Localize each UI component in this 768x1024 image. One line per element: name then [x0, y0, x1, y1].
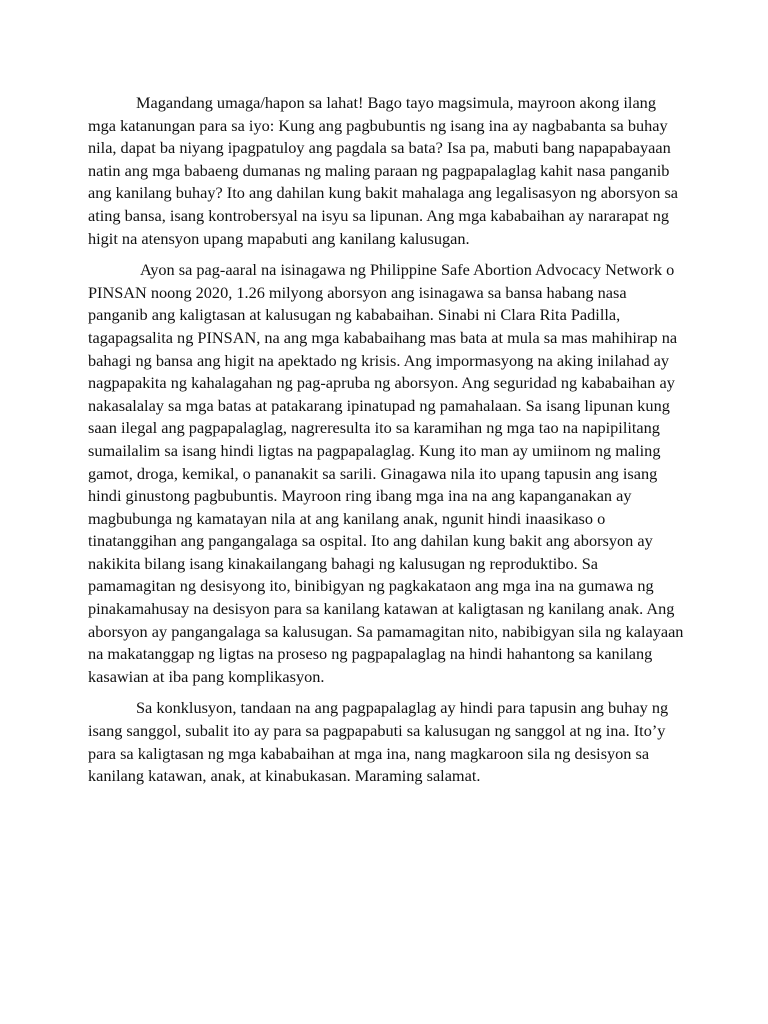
- document-body: [88, 92, 688, 797]
- paragraph-intro: Magandang umaga/hapon sa lahat! Bago tayo magsimula, mayroon akong ilang mga katanungan para sa iyo: Kung ang pagbubuntis ng isang ina ay nagbabanta sa buhay nila, dapat ba niyang ipagpatuloy ang pagdala sa bata? Isa pa, mabuti bang napapabayaan natin ang mga babaeng dumanas ng maling paraan ng pagpapalaglag kahit nasa panganib ang kanilang buhay? Ito ang dahilan kung bakit mahalaga ang legalisasyon ng aborsyon sa ating bansa, isang kontrobersyal na isyu sa lipunan. Ang mga kababaihan ay nararapat ng higit na atensyon upang mapabuti ang kanilang kalusugan.: [88, 93, 679, 248]
- paragraph-body: Ayon sa pag-aaral na isinagawa ng Philippine Safe Abortion Advocacy Network o PINSAN noong 2020, 1.26 milyong aborsyon ang isinagawa sa bansa habang nasa panganib ang kaligtasan at kalusugan ng kababaihan. Sinabi ni Clara Rita Padilla, tagapagsalita ng PINSAN, na ang mga kababaihang mas bata at mula sa mas mahihirap na bahagi ng bansa ang higit na apektado ng krisis. Ang impormasyong na aking inilahad ay nagpapakita ng kahalagahan ng pag-apruba ng aborsyon. Ang seguridad ng kababaihan ay nakasalalay sa mga batas at patakarang ipinatupad ng pamahalaan. Sa isang lipunan kung saan ilegal ang pagpapalaglag, nagreresulta ito sa karamihan ng mga tao na napipilitang sumailalim sa isang hindi ligtas na pagpapalaglag. Kung ito man ay umiinom ng maling gamot, droga, kemikal, o pananakit sa sarili. Ginagawa nila ito upang tapusin ang isang hindi ginustong pagbubuntis. Mayroon ring ibang mga ina na ang kapanganakan ay magbubunga ng kamatayan nila at ang kanilang anak, ngunit hindi inaasikaso o tinatanggihan ang pangangalaga sa ospital. Ito ang dahilan kung bakit ang aborsyon ay nakikita bilang isang kinakailangang bahagi ng kalusugan ng reproduktibo. Sa pamamagitan ng desisyong ito, binibigyan ng pagkakataon ang mga ina na gumawa ng pinakamahusay na desisyon para sa kanilang katawan at kaligtasan ng kanilang anak. Ang aborsyon ay pangangalaga sa kalusugan. Sa pamamagitan nito, nabibigyan sila ng kalayaan na makatanggap ng ligtas na proseso ng pagpapalaglag na hindi hahantong sa kanilang kasawian at iba pang komplikasyon.: [88, 260, 684, 686]
- paragraph-conclusion: Sa konklusyon, tandaan na ang pagpapalaglag ay hindi para tapusin ang buhay ng isang sanggol, subalit ito ay para sa pagpapabuti sa kalusugan ng sanggol at ng ina. Ito’y para sa kaligtasan ng mga kababaihan at mga ina, nang magkaroon sila ng desisyon sa kanilang katawan, anak, at kinabukasan. Maraming salamat.: [88, 698, 669, 786]
